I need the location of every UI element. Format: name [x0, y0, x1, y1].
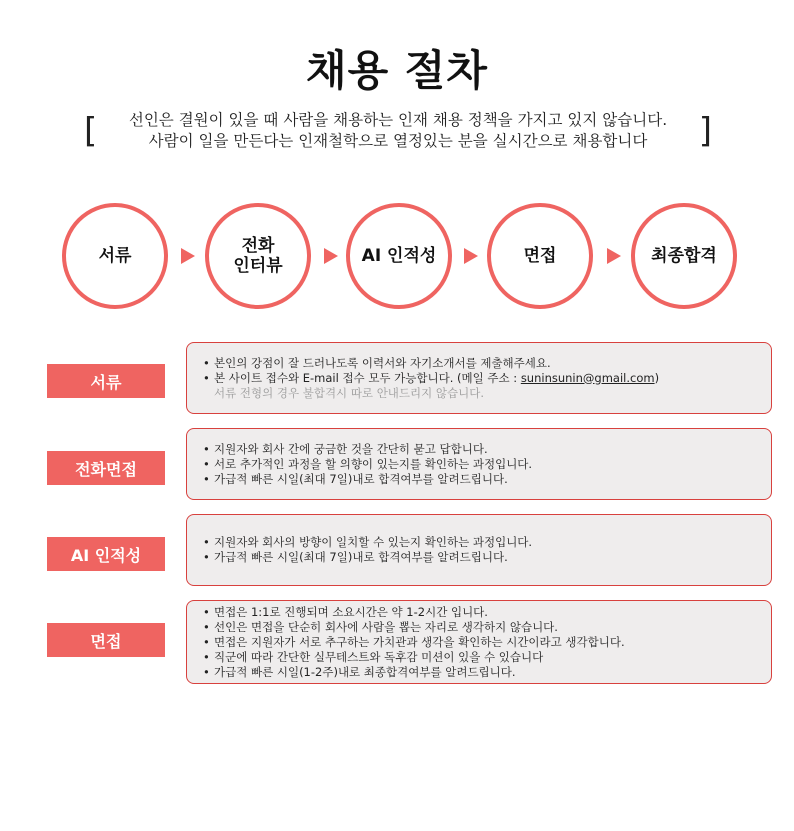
list-item: • 선인은 면접을 단순히 회사에 사람을 뽑는 자리로 생각하지 않습니다.	[203, 620, 771, 635]
process-steps	[60, 203, 750, 309]
step-ai-aptitude	[346, 203, 452, 309]
list-item: • 직군에 따라 간단한 실무테스트와 독후감 미션이 있을 수 있습니다	[203, 650, 771, 665]
list-item: • 본인의 강점이 잘 드러나도록 이력서와 자기소개서를 제출해주세요.	[203, 356, 771, 371]
list-item: • 가급적 빠른 시일(최대 7일)내로 합격여부를 알려드립니다.	[203, 472, 771, 487]
intro-line: 사람이 일을 만든다는 인재철학으로 열정있는 분을 실시간으로 채용합니다	[148, 132, 648, 150]
step-label: 전화	[241, 236, 275, 256]
arrow-right-icon	[181, 248, 195, 264]
list-item: • 지원자와 회사 간에 궁금한 것을 간단히 묻고 답합니다.	[203, 442, 771, 457]
arrow-right-icon	[324, 248, 338, 264]
arrow-right-icon	[464, 248, 478, 264]
step-documents	[62, 203, 168, 309]
list-item: • 가급적 빠른 시일(1-2주)내로 최종합격여부를 알려드립니다.	[203, 665, 771, 680]
intro-statement	[84, 110, 712, 154]
list-item	[203, 371, 771, 386]
arrow-right-icon	[607, 248, 621, 264]
section-detail-box	[186, 600, 772, 684]
list-item: • 서로 추가적인 과정을 할 의향이 있는지를 확인하는 과정입니다.	[203, 457, 771, 472]
list-item-text: 본 사이트 접수와 E-mail 접수 모두 가능합니다. (메일 주소 :	[214, 370, 521, 385]
section-label: AI 인적성	[47, 537, 165, 571]
email-link[interactable]: suninsunin@gmail.com	[520, 370, 655, 385]
detail-list	[203, 535, 771, 565]
list-item: • 면접은 지원자가 서로 추구하는 가치관과 생각을 확인하는 시간이라고 생각합니다.	[203, 635, 771, 650]
step-label: 인터뷰	[233, 256, 283, 276]
detail-list	[203, 605, 771, 680]
intro-line: 선인은 결원이 있을 때 사람을 채용하는 인재 채용 정책을 가지고 있지 않습니다.	[128, 111, 668, 129]
section-detail-box	[186, 514, 772, 586]
list-item-text: )	[654, 370, 660, 385]
section-documents	[47, 342, 775, 414]
section-label: 면접	[47, 623, 165, 657]
intro-text	[102, 110, 694, 152]
section-phone-interview	[47, 428, 775, 500]
detail-list	[203, 356, 771, 386]
step-interview	[487, 203, 593, 309]
close-bracket: ]	[698, 111, 712, 151]
detail-list	[203, 442, 771, 487]
section-ai-aptitude	[47, 514, 775, 586]
section-interview	[47, 600, 775, 684]
list-item: • 면접은 1:1로 진행되며 소요시간은 약 1-2시간 입니다.	[203, 605, 771, 620]
step-label: 최종합격	[651, 246, 717, 266]
step-label: AI 인적성	[361, 246, 437, 266]
section-detail-box	[186, 428, 772, 500]
rejection-note: 서류 전형의 경우 불합격시 따로 안내드리지 않습니다.	[214, 385, 484, 400]
section-label: 전화면접	[47, 451, 165, 485]
step-label: 서류	[98, 246, 132, 266]
step-label: 면접	[523, 246, 557, 266]
step-phone-interview	[205, 203, 311, 309]
step-final-pass	[631, 203, 737, 309]
list-item: • 가급적 빠른 시일(최대 7일)내로 합격여부를 알려드립니다.	[203, 550, 771, 565]
section-label: 서류	[47, 364, 165, 398]
open-bracket: [	[84, 111, 98, 151]
page-title: 채용 절차	[306, 46, 488, 95]
list-item: • 지원자와 회사의 방향이 일치할 수 있는지 확인하는 과정입니다.	[203, 535, 771, 550]
section-detail-box	[186, 342, 772, 414]
